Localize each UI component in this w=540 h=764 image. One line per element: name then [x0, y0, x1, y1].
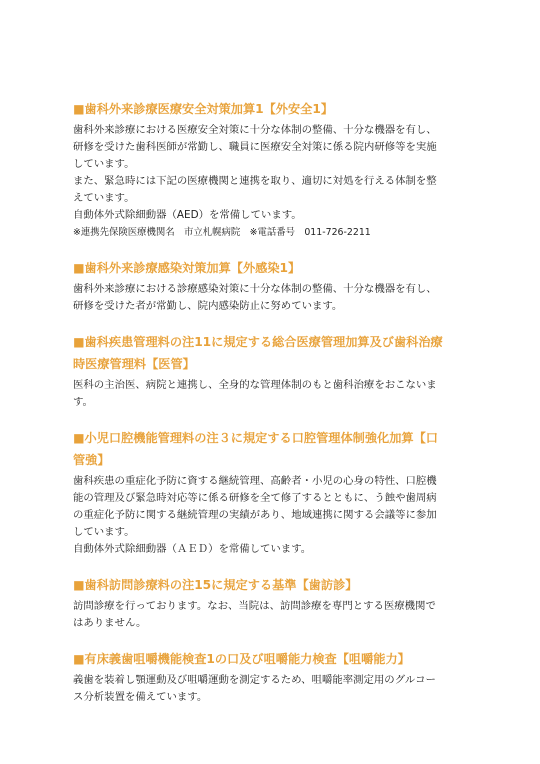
body-line: 能の管理及び緊急時対応等に係る研修を全て修了するとともに、う蝕や歯周病	[73, 492, 437, 504]
body-line: の重症化予防に関する継続管理の実績があり、地域連携に関する会議等に参加	[73, 509, 437, 521]
section-heading-line: ■小児口腔機能管理料の注３に規定する口腔管理体制強化加算【口	[73, 431, 438, 445]
body-line: 研修を受けた歯科医師が常勤し、職員に医療安全対策に係る院内研修等を実施	[73, 141, 437, 153]
body-line: 医科の主治医、病院と連携し、全身的な管理体制のもと歯科治療をおこないま	[73, 379, 437, 391]
section-heading-line: ■歯科外来診療感染対策加算【外感染1】	[73, 261, 301, 275]
section-medical-management	[73, 331, 473, 411]
section-heading	[73, 427, 473, 471]
section-heading-line: ■歯科外来診療医療安全対策加算1【外安全1】	[73, 102, 334, 116]
body-line: 歯科外来診療における診療感染対策に十分な体制の整備、十分な機器を有し、	[73, 283, 437, 295]
section-chewing-test	[73, 648, 473, 706]
body-line: はありません。	[73, 617, 147, 629]
body-line: えています。	[73, 192, 135, 204]
body-line: 義歯を装着し顎運動及び咀嚼運動を測定するため、咀嚼能率測定用のグルコー	[73, 674, 436, 686]
section-home-visit	[73, 574, 473, 632]
section-oral-management	[73, 427, 473, 558]
partner-hospital-note: ※連携先保険医療機関名 市立札幌病院 ※電話番号 011-726-2211	[73, 227, 371, 238]
document-content	[73, 98, 473, 706]
section-heading-line: 時医療管理料【医管】	[73, 357, 195, 371]
body-line: 自動体外式除細動器（ＡＥＤ）を常備しています。	[73, 543, 312, 555]
section-heading-line: ■歯科訪問診療料の注15に規定する基準【歯訪診】	[73, 578, 358, 592]
section-heading	[73, 574, 473, 596]
section-infection-control	[73, 257, 473, 315]
body-line: 歯科疾患の重症化予防に資する継続管理、高齢者・小児の心身の特性、口腔機	[73, 475, 437, 487]
section-gap	[73, 315, 473, 331]
section-heading	[73, 257, 473, 279]
section-heading-line: 管強】	[73, 453, 110, 467]
section-heading	[73, 98, 473, 120]
body-line: 訪問診療を行っております。なお、当院は、訪問診療を専門とする医療機関で	[73, 600, 436, 612]
section-heading-line: ■有床義歯咀嚼機能検査1の口及び咀嚼能力検査【咀嚼能力】	[73, 652, 410, 666]
body-line: しています。	[73, 158, 135, 170]
section-gap	[73, 632, 473, 648]
section-heading	[73, 331, 473, 375]
section-heading-line: ■歯科疾患管理料の注11に規定する総合医療管理加算及び歯科治療	[73, 335, 443, 349]
section-medical-safety	[73, 98, 473, 241]
body-line: 自動体外式除細動器（AED）を常備しています。	[73, 209, 302, 221]
body-line: しています。	[73, 526, 135, 538]
body-line: 研修を受けた者が常勤し、院内感染防止に努めています。	[73, 300, 343, 312]
section-heading	[73, 648, 473, 670]
section-gap	[73, 558, 473, 574]
section-gap	[73, 241, 473, 257]
body-line: 歯科外来診療における医療安全対策に十分な体制の整備、十分な機器を有し、	[73, 124, 437, 136]
body-line: す。	[73, 396, 93, 408]
section-gap	[73, 411, 473, 427]
body-line: ス分析装置を備えています。	[73, 691, 208, 703]
body-line: また、緊急時には下記の医療機関と連携を取り、適切に対処を行える体制を整	[73, 175, 437, 187]
